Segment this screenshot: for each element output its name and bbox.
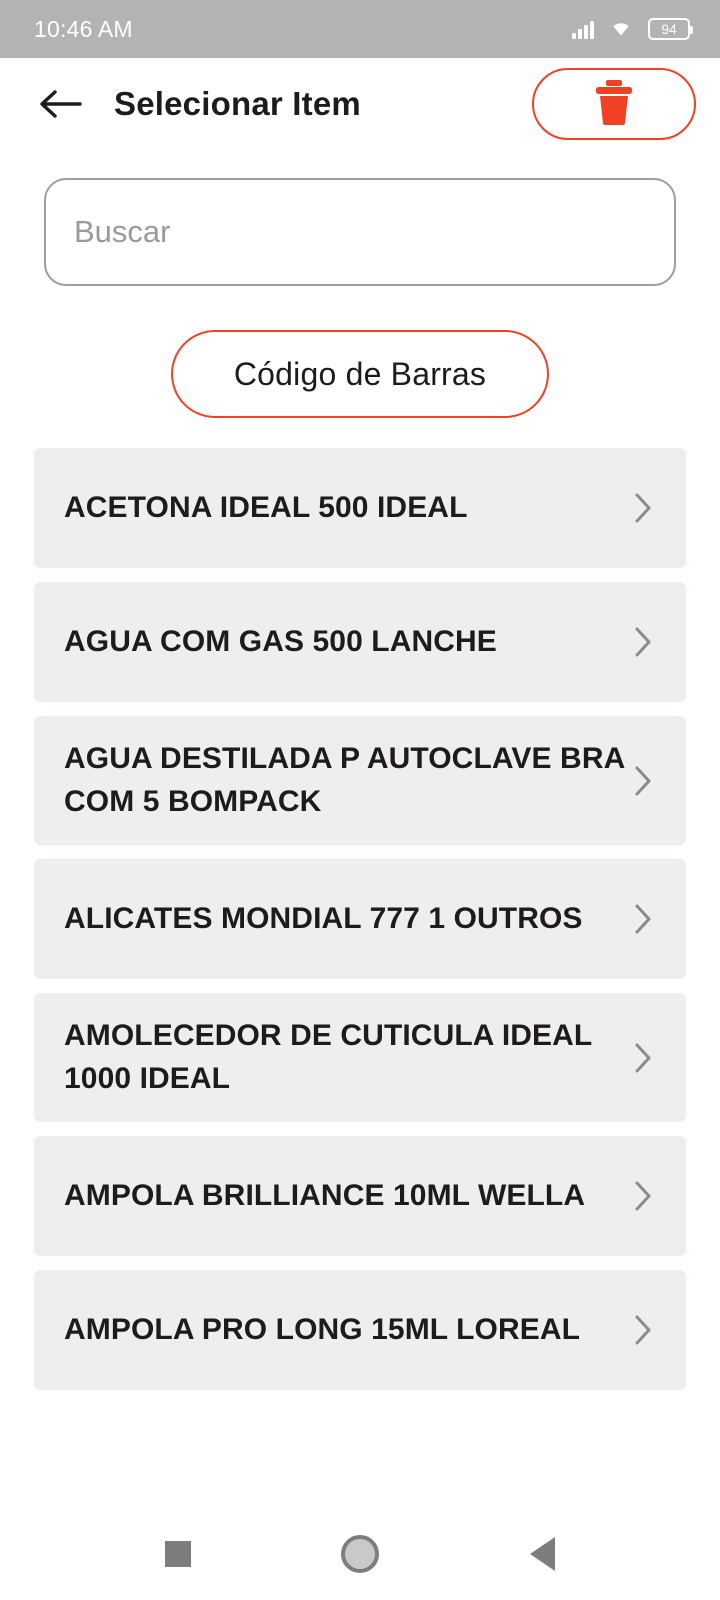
list-item-label: AMOLECEDOR DE CUTICULA IDEAL 1000 IDEAL: [64, 1019, 592, 1095]
list-item[interactable]: [34, 448, 686, 568]
trash-icon: [591, 77, 637, 132]
home-icon[interactable]: [341, 1535, 379, 1573]
list-item[interactable]: [34, 993, 686, 1122]
search-input[interactable]: [44, 178, 676, 286]
list-item-label: ALICATES MONDIAL 777 1 OUTROS: [64, 901, 583, 935]
chevron-right-icon: [628, 1314, 658, 1346]
list-item[interactable]: [34, 716, 686, 845]
battery-icon: [648, 18, 690, 40]
search-section: [0, 150, 720, 286]
chevron-right-icon: [628, 492, 658, 524]
barcode-button-label: Código de Barras: [233, 355, 487, 392]
list-item-label: AMPOLA PRO LONG 15ML LOREAL: [64, 1313, 581, 1347]
page-title: Selecionar Item: [114, 85, 361, 122]
app-bar: [0, 58, 720, 150]
back-arrow-icon[interactable]: [34, 78, 86, 130]
signal-icon: [572, 19, 594, 39]
barcode-button[interactable]: [171, 330, 549, 418]
list-item[interactable]: [34, 1270, 686, 1390]
status-icons: [572, 16, 690, 43]
list-item-label: AMPOLA BRILLIANCE 10ML WELLA: [64, 1179, 586, 1213]
battery-level: 94: [661, 21, 677, 37]
chevron-right-icon: [628, 1042, 658, 1074]
chevron-right-icon: [628, 903, 658, 935]
chevron-right-icon: [628, 1180, 658, 1212]
status-time: 10:46 AM: [34, 15, 133, 42]
search-placeholder: Buscar: [74, 214, 171, 249]
chevron-right-icon: [628, 765, 658, 797]
wifi-icon: [607, 16, 635, 43]
list-item-label: AGUA DESTILADA P AUTOCLAVE BRA COM 5 BOMPACK: [64, 742, 625, 818]
list-item[interactable]: [34, 582, 686, 702]
list-item-label: AGUA COM GAS 500 LANCHE: [64, 624, 497, 658]
delete-button[interactable]: [532, 68, 696, 140]
status-bar: [0, 0, 720, 58]
item-list[interactable]: [0, 448, 720, 1600]
recent-apps-icon[interactable]: [165, 1541, 191, 1567]
system-nav-bar: [0, 1508, 720, 1600]
list-item[interactable]: [34, 1136, 686, 1256]
back-nav-icon[interactable]: [530, 1537, 555, 1571]
barcode-section: [0, 286, 720, 418]
chevron-right-icon: [628, 626, 658, 658]
list-item-label: ACETONA IDEAL 500 IDEAL: [64, 490, 468, 524]
list-item[interactable]: [34, 859, 686, 979]
